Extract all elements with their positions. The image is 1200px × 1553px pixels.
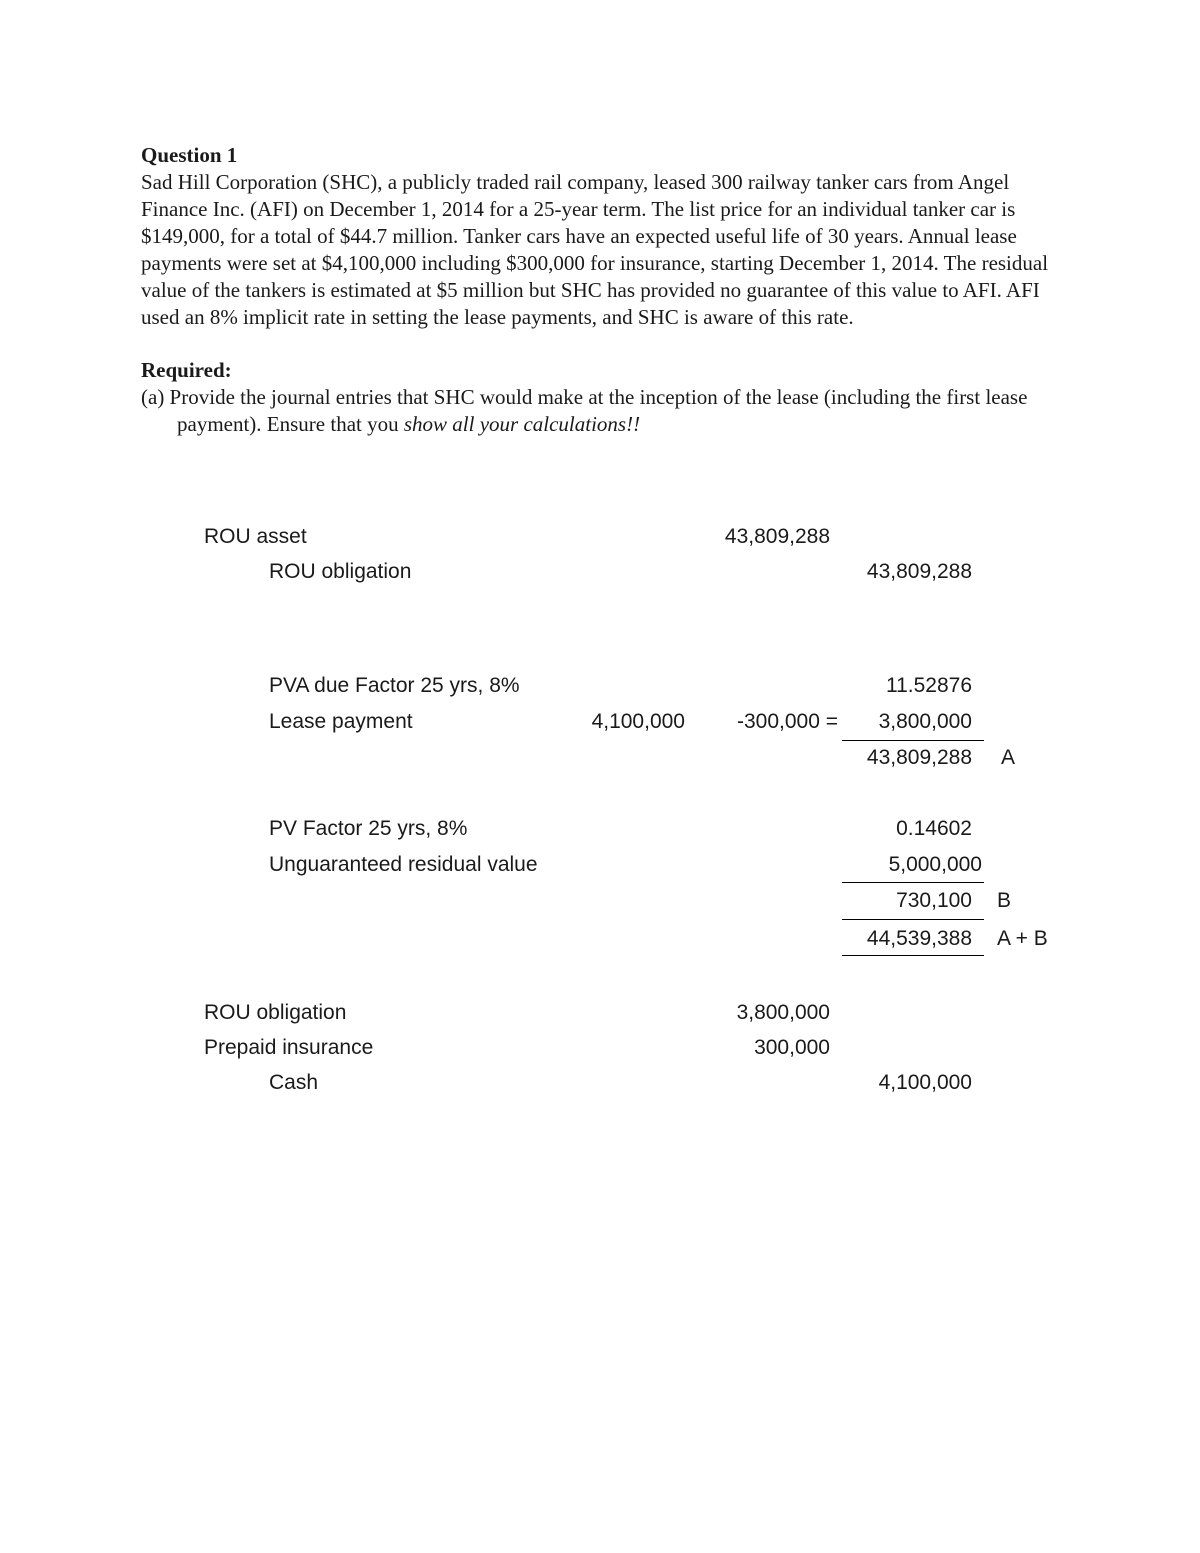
annuity-factor-label: PVA due Factor 25 yrs, 8% xyxy=(269,674,520,697)
annuity-result: 43,809,288 xyxy=(866,746,972,769)
entry2-debit2-amount: 300,000 xyxy=(754,1036,830,1059)
required-label: Required: xyxy=(141,358,232,382)
total-bottom-rule xyxy=(842,955,984,956)
question-body: Sad Hill Corporation (SHC), a publicly traded rail company, leased 300 railway tanker cars from Angel Finance Inc. (AFI) on December 1, 2014 for a 25-year term. The list price for an individual tanker car is $149,000, for a total of $44.7 million. Tanker cars have an expected useful life of 30 years. Annual lease payments were set at $4,100,000 including $300,000 for insurance, starting December 1, 2014. The residual value of the tankers is estimated at $5 million but SHC has provided no guarantee of this value to AFI. AFI used an 8% implicit rate in setting the lease payments, and SHC is aware of this rate. xyxy=(141,170,1049,329)
residual-result: 730,100 xyxy=(896,889,972,912)
entry1-debit-amount: 43,809,288 xyxy=(724,525,830,548)
insurance-deduction: -300,000 = xyxy=(736,710,838,733)
pv-total: 44,539,388 xyxy=(866,927,972,950)
lease-payment-gross: 4,100,000 xyxy=(591,710,685,733)
entry2-debit2-account: Prepaid insurance xyxy=(204,1036,374,1059)
residual-result-tag: B xyxy=(997,889,1012,912)
question-title: Question 1 xyxy=(141,143,238,167)
entry1-credit-amount: 43,809,288 xyxy=(866,560,972,583)
annuity-factor-value: 11.52876 xyxy=(885,674,972,697)
residual-value-label: Unguaranteed residual value xyxy=(269,853,538,876)
entry2-debit1-account: ROU obligation xyxy=(204,1001,347,1024)
part-a-text: (a) Provide the journal entries that SHC would make at the inception of the lease (including the first lease payment). Ensure that you xyxy=(141,385,1028,436)
entry2-credit-account: Cash xyxy=(269,1071,319,1094)
entry1-debit-account: ROU asset xyxy=(204,525,307,548)
residual-factor-value: 0.14602 xyxy=(896,817,972,840)
residual-subtotal-rule xyxy=(842,882,984,883)
entry2-credit-amount: 4,100,000 xyxy=(878,1071,972,1094)
entry1-credit-account: ROU obligation xyxy=(269,560,412,583)
lease-payment-net: 3,800,000 xyxy=(878,710,972,733)
lease-payment-label: Lease payment xyxy=(269,710,413,733)
pv-total-tag: A + B xyxy=(997,927,1048,950)
question-block xyxy=(141,142,1066,438)
part-a-emphasis: show all your calculations!! xyxy=(403,412,641,436)
residual-value: 5,000,000 xyxy=(888,853,982,876)
entry2-debit1-amount: 3,800,000 xyxy=(736,1001,830,1024)
total-top-rule xyxy=(842,919,984,920)
residual-factor-label: PV Factor 25 yrs, 8% xyxy=(269,817,468,840)
annuity-result-tag: A xyxy=(1001,746,1016,769)
annuity-subtotal-rule xyxy=(842,740,984,741)
part-a-instruction xyxy=(141,384,1066,438)
